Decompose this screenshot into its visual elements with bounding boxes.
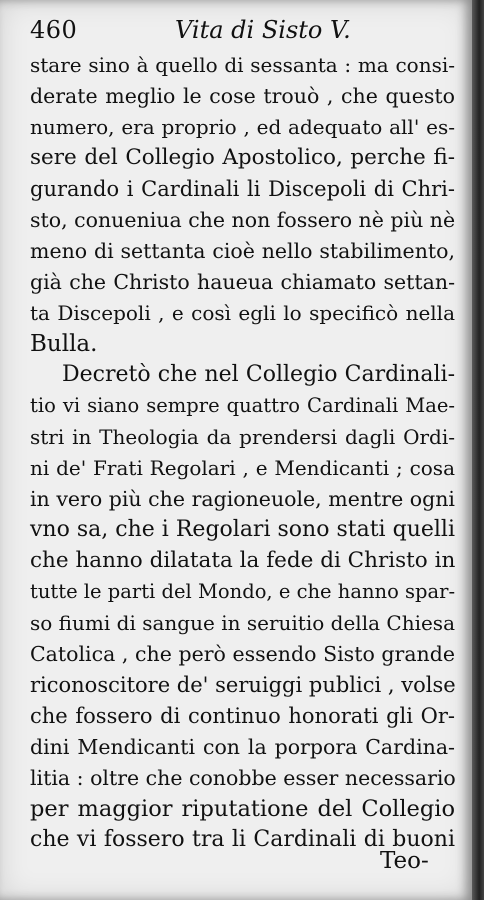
text-line: litia : oltre che conobbe esser necessario — [30, 766, 456, 790]
text-line: stare sino à quello di sessanta : ma consi- — [30, 53, 455, 77]
text-line: gurando i Cardinali li Discepoli di Chri- — [30, 177, 455, 201]
text-line: stri in Theologia da prendersi dagli Ordi- — [30, 425, 455, 449]
text-line: Catolica , che però essendo Sisto grande — [30, 642, 455, 666]
text-line: so fiumi di sangue in seruitio della Chiesa — [30, 611, 455, 635]
running-title: Vita di Sisto V. — [175, 16, 351, 44]
text-line: che fossero di continuo honorati gli Or- — [30, 704, 455, 728]
text-line: tutte le parti del Mondo, e che hanno spar- — [30, 580, 456, 603]
catchword: Teo- — [380, 848, 429, 874]
text-line: dini Mendicanti con la porpora Cardina- — [30, 735, 455, 759]
text-line: che vi fossero tra li Cardinali di buoni — [30, 827, 455, 852]
text-line: vno sa, che i Regolari sono stati quelli — [30, 517, 455, 542]
text-line: che hanno dilatata la fede di Christo in — [30, 548, 456, 573]
text-line: ta Discepoli , e così egli lo specificò nella — [30, 301, 455, 325]
text-line: già che Christo haueua chiamato settan- — [30, 270, 455, 294]
text-line: in vero più che ragioneuole, mentre ogni — [30, 487, 455, 511]
page-edge — [472, 0, 484, 900]
text-line: meno di settanta cioè nello stabilimento, — [30, 239, 455, 263]
page-header — [30, 14, 450, 44]
text-line: derate meglio le cose trouò , che questo — [30, 84, 455, 108]
paragraph-first-line: Decretò che nel Collegio Cardinali- — [62, 362, 455, 387]
text-line: sto, conueniua che non fossero nè più nè — [30, 208, 456, 232]
text-line: per maggior riputatione del Collegio — [30, 796, 455, 822]
text-line: ni de' Frati Regolari , e Mendicanti ; cosa — [30, 456, 455, 480]
text-line: numero, era proprio , ed adequato all' es- — [30, 115, 455, 139]
text-line: tio vi siano sempre quattro Cardinali Mae- — [30, 394, 455, 417]
text-line: sere del Collegio Apostolico, perche fi- — [30, 145, 455, 170]
text-line: Bulla. — [30, 331, 98, 357]
text-line: riconoscitore de' seruiggi publici , volse — [30, 673, 456, 697]
page-number: 460 — [30, 16, 78, 44]
